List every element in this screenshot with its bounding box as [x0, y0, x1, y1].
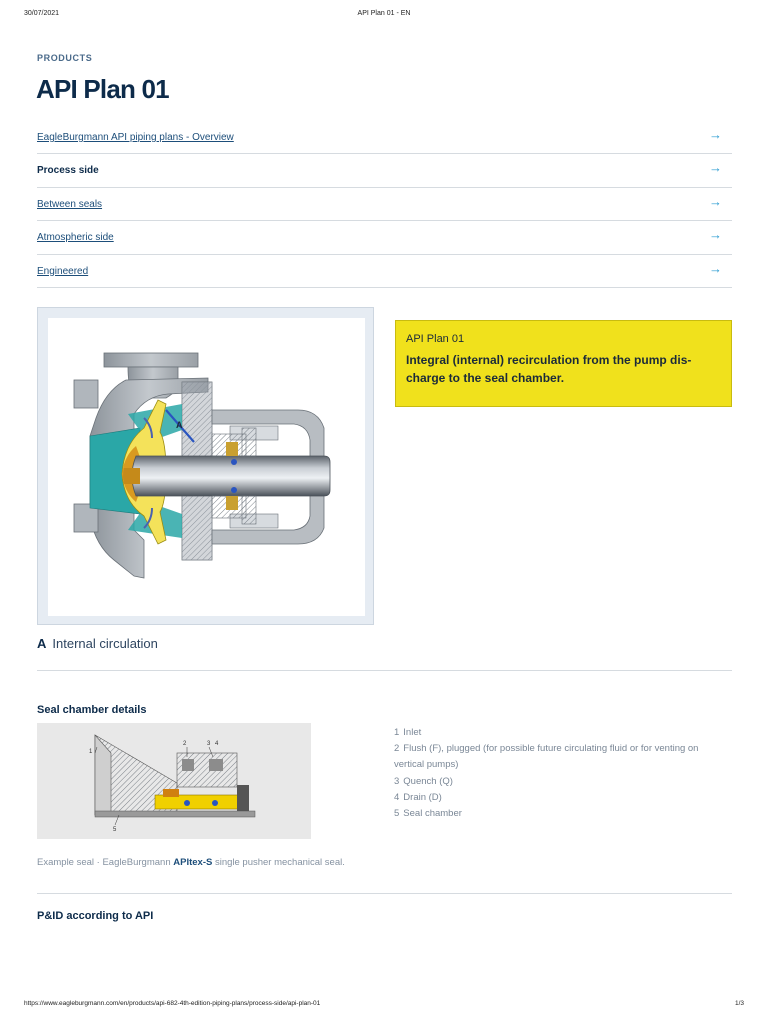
arrow-right-icon[interactable]: →	[709, 227, 722, 243]
seal-parts-list	[394, 725, 730, 822]
breadcrumb[interactable]: PRODUCTS	[37, 53, 93, 63]
arrow-right-icon[interactable]: →	[709, 193, 722, 209]
nav-item-between-seals[interactable]	[37, 188, 732, 221]
print-url: https://www.eagleburgmann.com/en/products/api-682-4th-edition-piping-plans/process-side/api-plan-01	[24, 1000, 321, 1007]
pid-section-title: P&ID according to API	[37, 910, 154, 922]
section-divider	[37, 893, 732, 894]
callout-text: Integral (internal) recirculation from the pump dis-charge to the seal chamber.	[406, 353, 692, 385]
seal-label-2: 2	[183, 741, 187, 747]
nav-item-label[interactable]: Atmospheric side	[37, 232, 114, 244]
diagram-label-a: A	[176, 420, 183, 430]
seal-chamber-image	[37, 723, 311, 839]
print-date: 30/07/2021	[24, 10, 60, 17]
seal-chamber-title: Seal chamber details	[37, 704, 147, 716]
figure-legend	[37, 636, 158, 651]
nav-item-process-side[interactable]	[37, 154, 732, 187]
nav-item-engineered[interactable]	[37, 255, 732, 288]
pump-cross-section-illustration	[48, 318, 365, 616]
arrow-right-icon[interactable]: →	[709, 160, 722, 176]
nav-item-overview[interactable]	[37, 121, 732, 154]
seal-chamber-illustration	[37, 723, 311, 839]
nav-item-label[interactable]: Engineered	[37, 265, 89, 277]
list-item: 4 Drain (D)	[394, 791, 442, 803]
nav-item-label[interactable]: Process side	[37, 165, 99, 177]
list-item: 5 Seal chamber	[394, 808, 462, 820]
page-number: 1/3	[734, 1000, 744, 1007]
plan-callout	[395, 320, 732, 407]
arrow-right-icon[interactable]: →	[709, 127, 722, 142]
legend-text: Internal circulation	[52, 636, 158, 651]
nav-item-label[interactable]: Between seals	[37, 198, 103, 210]
callout-title: API Plan 01	[406, 333, 465, 345]
seal-label-3: 3	[207, 741, 211, 747]
seal-label-4: 4	[215, 741, 219, 747]
print-footer	[24, 1000, 744, 1012]
page-title: API Plan 01	[36, 74, 169, 104]
seal-product-name[interactable]: APItex-S	[173, 857, 213, 868]
seal-label-5: 5	[113, 827, 117, 833]
subnav-list	[37, 121, 732, 288]
print-title: API Plan 01 - EN	[357, 10, 411, 17]
seal-caption: Example seal · EagleBurgmann APItex-S single pusher mechanical seal.	[37, 857, 345, 868]
pump-diagram	[48, 318, 365, 616]
list-item: 3 Quench (Q)	[394, 775, 453, 787]
legend-letter: A	[37, 636, 47, 651]
print-header	[24, 10, 744, 22]
nav-item-atmospheric-side[interactable]	[37, 221, 732, 254]
arrow-right-icon[interactable]: →	[709, 260, 722, 276]
list-item: 2 Flush (F), plugged (for possible future circulating fluid or for venting on vertical pumps)	[394, 743, 699, 771]
section-divider	[37, 670, 732, 671]
pump-diagram-frame	[37, 307, 374, 625]
list-item: 1 Inlet	[394, 727, 422, 738]
nav-item-label[interactable]: EagleBurgmann API piping plans - Overview	[37, 132, 234, 143]
seal-label-1: 1	[89, 749, 93, 755]
